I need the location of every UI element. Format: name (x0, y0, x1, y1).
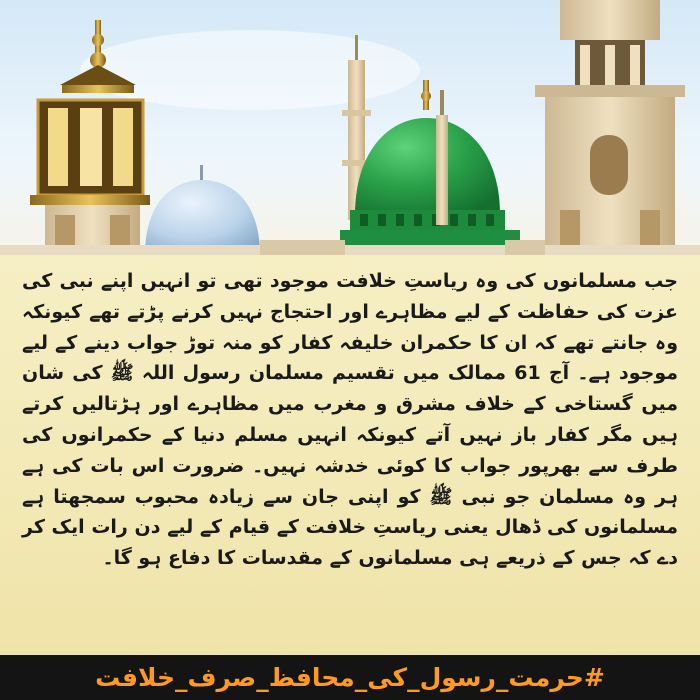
hashtag-text: #حرمت_رسول_کی_محافظ_صرف_خلافت (95, 663, 605, 692)
hashtag-bar (0, 655, 700, 700)
body-paragraph: جب مسلمانوں کی وہ ریاستِ خلافت موجود تھی تو انہیں اپنے نبی کی عزت کی حفاظت کے لیے مظاہرے اور احتجاج نہیں کرنے پڑتے تھے کیونکہ وہ جانتے تھے کہ ان کا حکمران خلیفہ کفار کو منہ توڑ جواب دینے کے لیے موجود ہے۔ آج 61 ممالک میں تقسیم مسلمان رسول اللہ ﷺ کی شان میں گستاخی کے خلاف مشرق و مغرب میں مظاہرے اور ہڑتالیں کرتے ہیں مگر کفار باز نہیں آتے کیونکہ انہیں مسلم دنیا کے حکمرانوں کی طرف سے بھرپور جواب کا کوئی خدشہ نہیں۔ ضرورت اس بات کی ہے ہر وہ مسلمان جو نبی ﷺ کو اپنی جان سے زیادہ محبوب سمجھتا ہے مسلمانوں کی ڈھال یعنی ریاستِ خلافت کے قیام کے لیے دن رات ایک کر دے کہ جس کے ذریعے ہی مسلمانوں کے مقدسات کا دفاع ہو گا۔ (22, 270, 678, 570)
sky-glow (80, 30, 420, 110)
mosque-photo (0, 0, 700, 270)
